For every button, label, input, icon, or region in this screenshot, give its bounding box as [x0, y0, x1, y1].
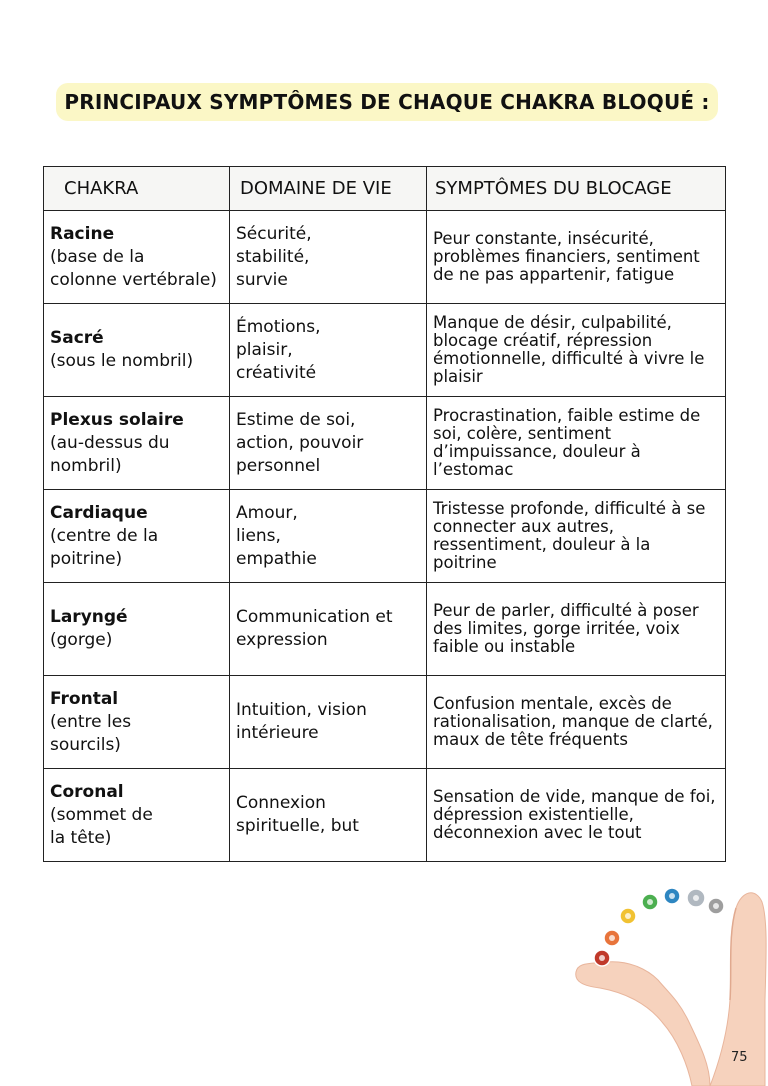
domain-text: Amour, liens, empathie [236, 502, 317, 569]
domain-text: Connexion spirituelle, but [236, 793, 359, 836]
domain-text: Communication et expression [236, 607, 393, 650]
header-domaine: DOMAINE DE VIE [230, 167, 427, 211]
symptoms-cell [427, 211, 726, 304]
chakra-cell [44, 211, 230, 304]
table-row [44, 769, 726, 862]
chakra-name: Coronal [50, 781, 124, 802]
chakra-cell [44, 583, 230, 676]
table-row [44, 211, 726, 304]
chakra-location: (centre de la poitrine) [50, 525, 159, 569]
symptoms-text: Sensation de vide, manque de foi, dépression existentielle, déconnexion avec le tout [433, 787, 716, 842]
chakra-name: Plexus solaire [50, 409, 184, 430]
symptoms-cell [427, 304, 726, 397]
chakra-cell [44, 490, 230, 583]
chakra-location: (base de la colonne vertébrale) [50, 246, 217, 290]
chakra-symbols [594, 888, 724, 966]
table-row [44, 490, 726, 583]
symptoms-cell [427, 583, 726, 676]
table-row [44, 397, 726, 490]
table-row [44, 583, 726, 676]
chakra-symbol-center [625, 913, 631, 919]
symptoms-text: Tristesse profonde, difficulté à se connecter aux autres, ressentiment, douleur à la poitrine [433, 499, 706, 572]
domain-text: Émotions, plaisir, créativité [236, 316, 321, 383]
chakra-cell [44, 304, 230, 397]
chakra-location: (au-dessus du nombril) [50, 432, 170, 476]
chakra-symbol-center [693, 895, 699, 901]
chakra-location: (entre les sourcils) [50, 711, 132, 755]
title-banner [56, 83, 718, 121]
chakra-symbol-center [609, 935, 615, 941]
domain-text: Estime de soi, action, pouvoir personnel [236, 409, 364, 476]
domain-cell [230, 304, 427, 397]
chakra-location: (gorge) [50, 630, 113, 650]
symptoms-text: Peur de parler, difficulté à poser des limites, gorge irritée, voix faible ou instable [433, 601, 699, 656]
symptoms-cell [427, 769, 726, 862]
chakra-name: Sacré [50, 328, 104, 348]
domain-cell [230, 211, 427, 304]
symptoms-cell [427, 397, 726, 490]
domain-text: Intuition, vision intérieure [236, 700, 367, 743]
chakra-table [43, 166, 726, 862]
header-chakra: CHAKRA [44, 167, 230, 211]
domain-text: Sécurité, stabilité, survie [236, 223, 312, 290]
chakra-location: (sous le nombril) [50, 351, 194, 371]
page-title: PRINCIPAUX SYMPTÔMES DE CHAQUE CHAKRA BLOQUÉ : [64, 90, 710, 114]
symptoms-text: Peur constante, insécurité, problèmes financiers, sentiment de ne pas appartenir, fatigue [433, 229, 700, 284]
table-row [44, 676, 726, 769]
domain-cell [230, 676, 427, 769]
domain-cell [230, 583, 427, 676]
chakra-symbol-center [599, 955, 605, 961]
chakra-symbol-center [713, 903, 719, 909]
chakra-cell [44, 676, 230, 769]
symptoms-text: Procrastination, faible estime de soi, colère, sentiment d’impuissance, douleur à l’estomac [433, 406, 701, 479]
chakra-cell [44, 397, 230, 490]
chakra-name: Racine [50, 223, 115, 244]
chakra-cell [44, 769, 230, 862]
chakra-symbol-center [669, 893, 675, 899]
page-number: 75 [731, 1050, 748, 1065]
chakra-symbol-center [647, 899, 653, 905]
table-header-row [44, 167, 726, 211]
table-row [44, 304, 726, 397]
domain-cell [230, 769, 427, 862]
domain-cell [230, 397, 427, 490]
symptoms-cell [427, 490, 726, 583]
chakra-name: Laryngé [50, 607, 128, 627]
header-symptomes: SYMPTÔMES DU BLOCAGE [427, 167, 726, 211]
symptoms-cell [427, 676, 726, 769]
symptoms-text: Confusion mentale, excès de rationalisation, manque de clarté, maux de tête fréquents [433, 694, 713, 749]
domain-cell [230, 490, 427, 583]
symptoms-text: Manque de désir, culpabilité, blocage créatif, répression émotionnelle, difficulté à vivre le plaisir [433, 313, 705, 386]
chakra-location: (sommet de la tête) [50, 804, 153, 848]
chakra-name: Frontal [50, 688, 119, 709]
chakra-name: Cardiaque [50, 502, 148, 523]
